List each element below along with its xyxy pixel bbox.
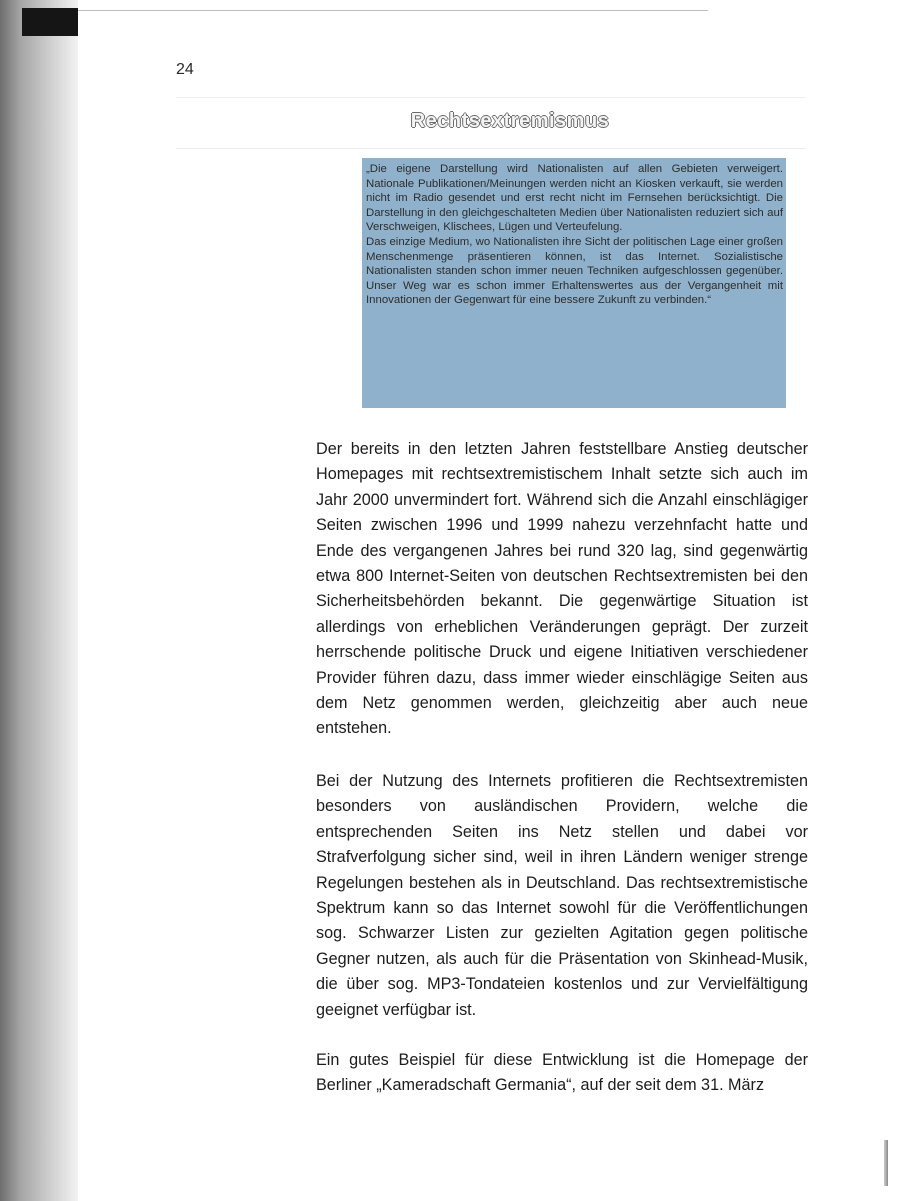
body-paragraph xyxy=(316,769,808,1023)
body-paragraph-text: Bei der Nutzung des Internets profitieren die Rechtsextremisten besonders von ausländischen Providern, welche die entsprechenden Seiten ins Netz stellen und dabei vor Strafverfolgung sicher sind, weil in ihren Ländern weniger strenge Regelungen bestehen als in Deutschland. Das rechtsextremistische Spektrum kann so das Internet sowohl für die Veröffentlichungen sog. Schwarzer Listen zur gezielten Agitation gegen politische Gegner nutzen, als auch für die Präsentation von Skinhead-Musik, die über sog. MP3-Tondateien kostenlos und zur Vervielfältigung geeignet verfügbar ist. xyxy=(316,772,808,1019)
scan-binding-shadow xyxy=(0,0,78,1201)
scan-right-edge xyxy=(884,1140,888,1186)
quote-paragraph: „Die eigene Darstellung wird Nationalisten auf allen Gebieten verweigert. Nationale Publikationen/Meinungen werden nicht an Kiosken verkauft, sie werden nicht im Radio gesendet und erst recht nicht im Fernsehen berücksichtigt. Die Darstellung in den gleichgeschalteten Medien über Nationalisten reduziert sich auf Verschweigen, Klischees, Lügen und Verteufelung. xyxy=(366,163,783,234)
body-paragraph-text: Der bereits in den letzten Jahren feststellbare Anstieg deutscher Homepages mit rechtsextremistischem Inhalt setzte sich auch im Jahr 2000 unvermindert fort. Während sich die Anzahl einschlägiger Seiten zwischen 1996 und 1999 nahezu verzehnfacht hatte und Ende des vergangenen Jahres bei rund 320 lag, sind gegenwärtig etwa 800 Internet-Seiten von deutschen Rechtsextremisten bei den Sicherheitsbehörden bekannt. Die gegenwärtige Situation ist allerdings von erheblichen Veränderungen geprägt. Der zurzeit herrschende politische Druck und eigene Initiativen verschiedener Provider führen dazu, dass immer wieder einschlägige Seiten aus dem Netz genommen werden, gleichzeitig aber auch neue entstehen. xyxy=(316,440,808,738)
body-paragraph xyxy=(316,437,808,742)
header-rule xyxy=(176,97,806,98)
scan-corner-mark xyxy=(22,8,78,36)
page-number: 24 xyxy=(176,61,194,78)
title-rule xyxy=(176,148,806,149)
quote-paragraph: Das einzige Medium, wo Nationalisten ihre Sicht der politischen Lage einer großen Menschenmenge präsentieren können, ist das Internet. Sozialistische Nationalisten standen schon immer neuen Techniken aufgeschlossen gegenüber. Unser Weg war es schon immer Erhaltenswertes aus der Vergangenheit mit Innovationen der Gegenwart für eine bessere Zukunft zu verbinden.“ xyxy=(366,235,783,307)
body-paragraph xyxy=(316,1048,808,1099)
highlighted-quote xyxy=(362,158,786,408)
scan-top-edge xyxy=(78,10,708,11)
body-paragraph-text: Ein gutes Beispiel für diese Entwicklung ist die Homepage der Berliner „Kameradschaft Germania“, auf der seit dem 31. März xyxy=(316,1051,808,1095)
chapter-title: Rechtsextremismus xyxy=(410,110,610,132)
